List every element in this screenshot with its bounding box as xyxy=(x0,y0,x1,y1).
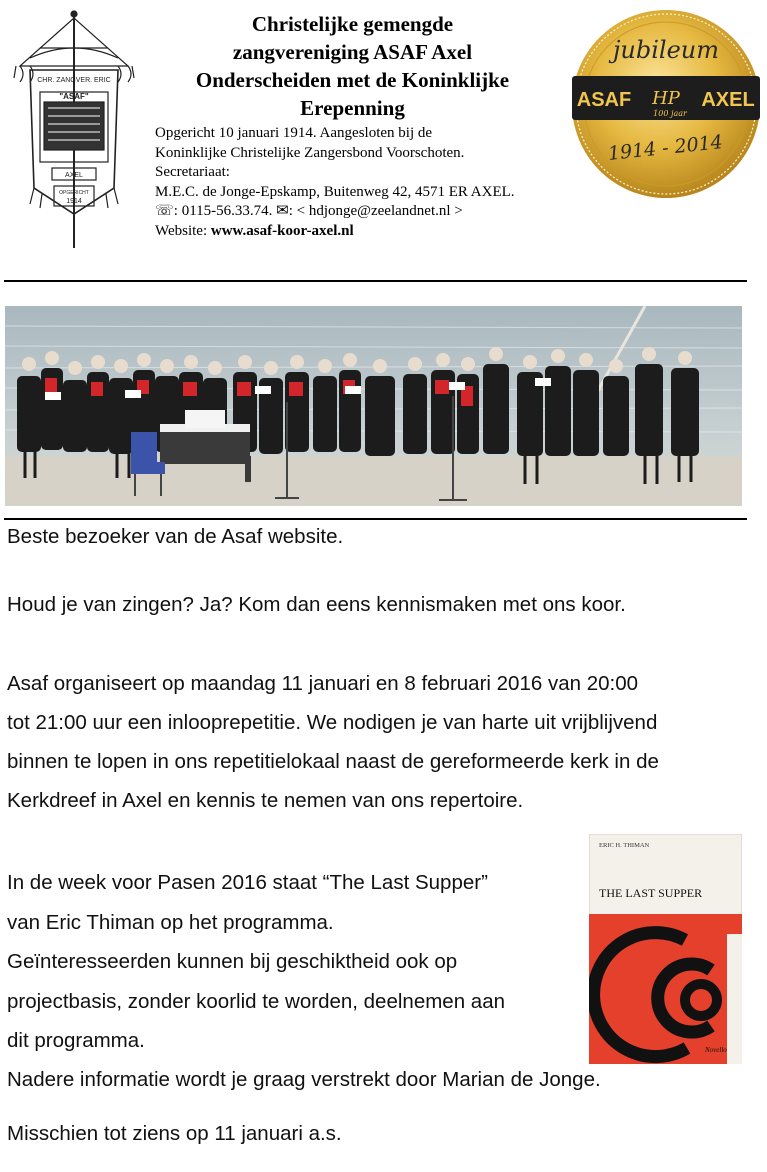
seal-left-text: ASAF xyxy=(576,89,632,111)
title-line: Erepenning xyxy=(300,96,405,120)
title-line: Onderscheiden met de Koninklijke xyxy=(195,68,510,92)
easter-line: dit programma. xyxy=(7,1029,145,1052)
address-text: M.E.C. de Jonge-Epskamp, Buitenweg 42, 4571 ER AXEL. xyxy=(155,183,515,200)
choir-photo xyxy=(5,306,742,506)
cover-publisher: Novello xyxy=(705,1046,727,1054)
title-line: Christelijke gemengde xyxy=(251,12,454,36)
title-line: zangvereniging ASAF Axel xyxy=(232,40,473,64)
header-divider xyxy=(4,280,747,282)
founded-text: Opgericht 10 januari 1914. Aangesloten bij de xyxy=(155,125,433,141)
easter-line: In de week voor Pasen 2016 staat “The Last Supper” xyxy=(7,871,488,894)
photo-divider xyxy=(4,518,747,520)
rehearsal-line: Asaf organiseert op maandag 11 januari en 8 februari 2016 van 20:00 xyxy=(7,672,639,695)
closing-line: Misschien tot ziens op 11 januari a.s. xyxy=(7,1122,342,1145)
seal-range: 1914 - 2014 xyxy=(606,131,724,165)
contact-info xyxy=(155,124,595,242)
rehearsal-line: Kerkdreef in Axel en kennis te nemen van ons repertoire. xyxy=(7,789,524,812)
easter-line: Geïnteresseerden kunnen bij geschiktheid ook op xyxy=(7,950,458,973)
cover-title: THE LAST SUPPER xyxy=(599,886,703,900)
choir-banner-emblem xyxy=(10,8,138,252)
rehearsal-line: binnen te lopen in ons repetitielokaal naast de gereformeerde kerk in de xyxy=(7,750,659,773)
contact-line: Nadere informatie wordt je graag verstrekt door Marian de Jonge. xyxy=(7,1068,601,1091)
envelope-icon: ✉ xyxy=(276,203,289,220)
svg-text:AXEL: AXEL xyxy=(65,172,83,179)
svg-text:OPGERICHT: OPGERICHT xyxy=(59,190,89,196)
svg-text:CHR. ZANGVER. ERIC: CHR. ZANGVER. ERIC xyxy=(37,77,111,84)
greeting: Beste bezoeker van de Asaf website. xyxy=(7,525,344,548)
telephone-icon: ☏ xyxy=(155,203,174,220)
svg-text:"ASAF": "ASAF" xyxy=(59,92,89,101)
website-line xyxy=(155,222,595,242)
rehearsal-line: tot 21:00 uur een inlooprepetitie. We nodigen je van harte uit vrijblijvend xyxy=(7,711,658,734)
association-title xyxy=(150,10,555,122)
jubilee-seal xyxy=(568,6,764,202)
invite-line: Houd je van zingen? Ja? Kom dan eens kennismaken met ons koor. xyxy=(7,593,626,616)
easter-line: van Eric Thiman op het programma. xyxy=(7,911,334,934)
seal-years: 100 jaar xyxy=(653,109,687,118)
phone-email-line: ☏: 0115-56.33.74. ✉: < hdjonge@zeelandnet.nl > xyxy=(155,203,463,220)
phone-number: 0115-56.33.74. xyxy=(181,203,273,220)
easter-line: projectbasis, zonder koorlid te worden, deelnemen aan xyxy=(7,990,505,1013)
svg-text:1914: 1914 xyxy=(66,198,82,205)
secretariat-label: Secretariaat: xyxy=(155,164,230,181)
website-link[interactable]: www.asaf-koor-axel.nl xyxy=(210,222,354,239)
union-text: Koninklijke Christelijke Zangersbond Voorschoten. xyxy=(155,144,465,161)
seal-monogram: HP xyxy=(652,88,680,109)
seal-script: jubileum xyxy=(612,36,720,64)
email-address[interactable]: < hdjonge@zeelandnet.nl > xyxy=(296,203,463,220)
seal-right-text: AXEL xyxy=(701,89,755,111)
cover-composer: ERIC H. THIMAN xyxy=(599,842,650,849)
website-label: Website: xyxy=(155,222,208,239)
score-cover-image xyxy=(589,834,742,1064)
